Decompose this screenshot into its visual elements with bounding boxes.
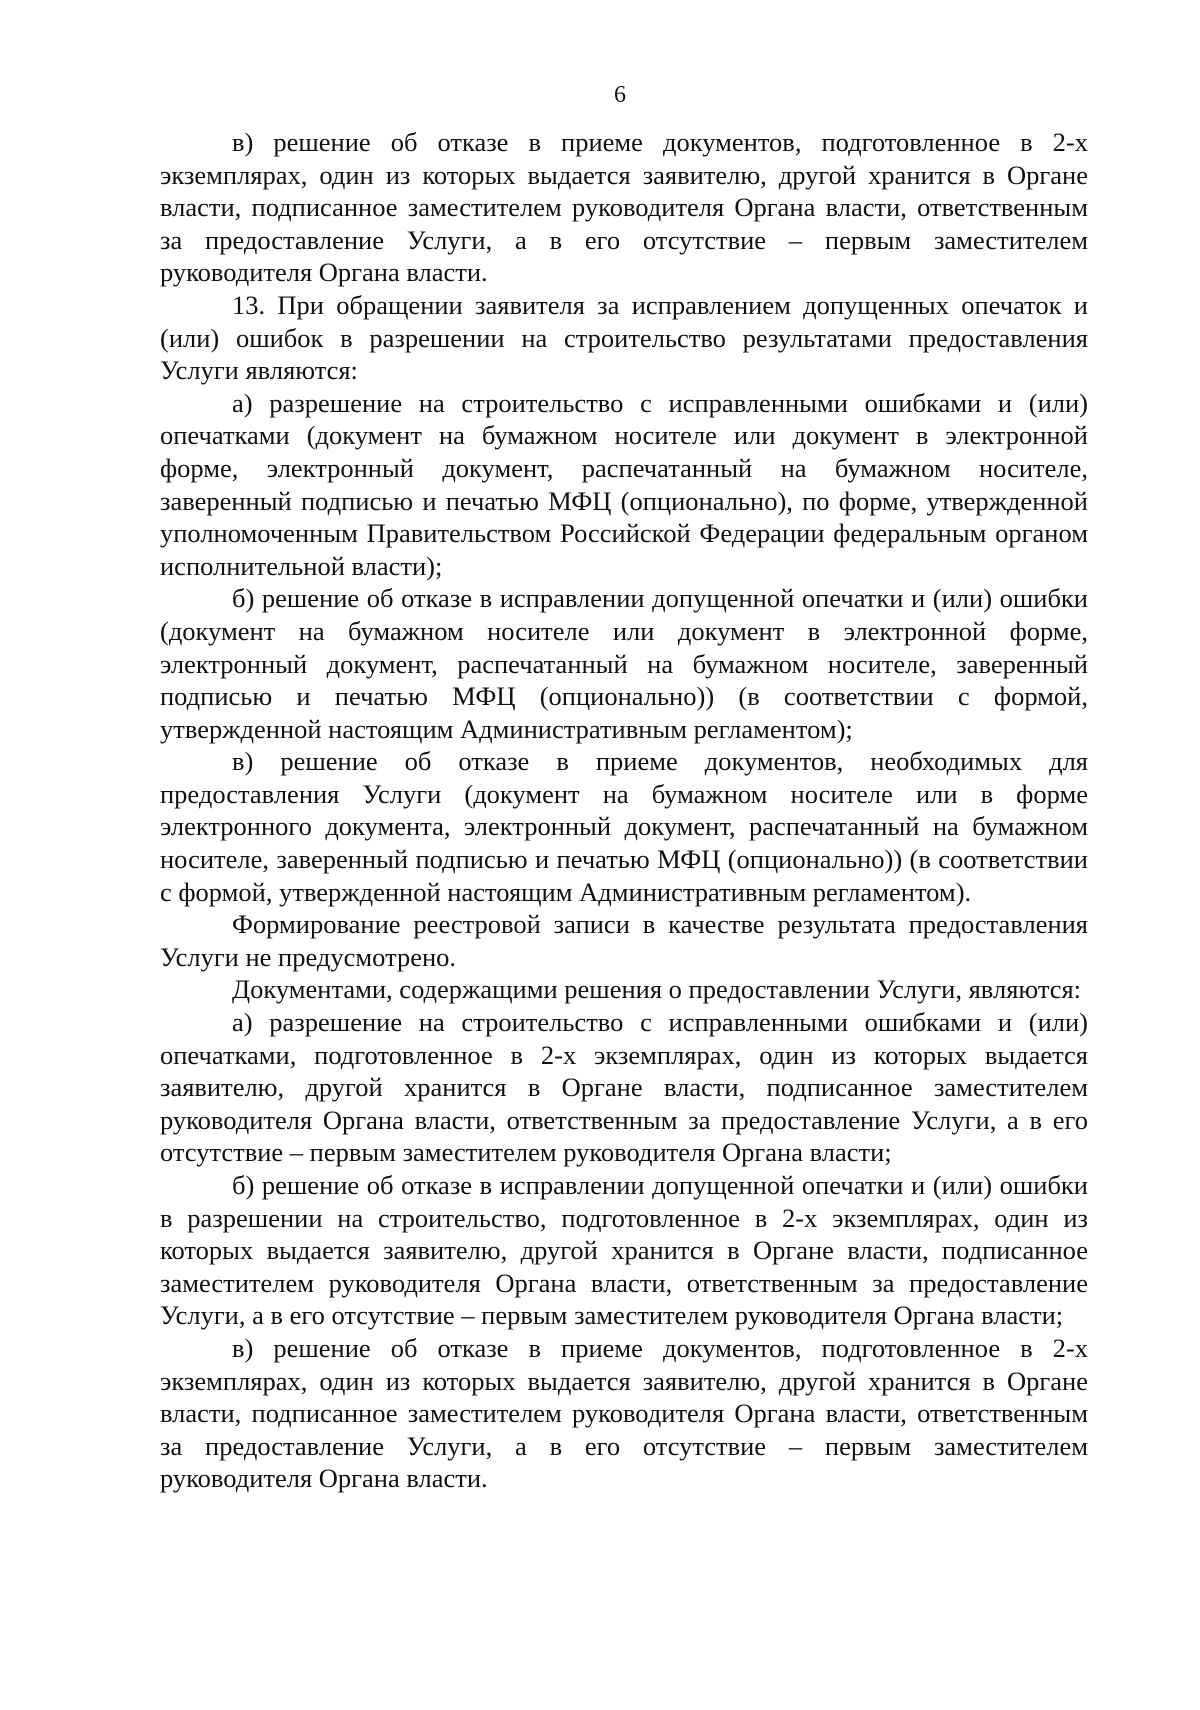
paragraph: б) решение об отказе в исправлении допущенной опечатки и (или) ошибки в разрешении на строительство, подготовленное в 2-х экземплярах, один из которых выдается заявителю, другой хранится в Органе власти, подписанное заместителем руководителя Органа власти, ответственным за предоставление Услуги, а в его отсутствие – первым заместителем руководителя Органа власти; [160,1170,1088,1331]
paragraph: Формирование реестровой записи в качестве результата предоставления Услуги не предусмотрено. [160,909,1088,972]
paragraph: в) решение об отказе в приеме документов, подготовленное в 2-х экземплярах, один из которых выдается заявителю, другой хранится в Органе власти, подписанное заместителем руководителя Органа власти, ответственным за предоставление Услуги, а в его отсутствие – первым заместителем руководителя Органа власти. [160,1332,1088,1494]
paragraph: а) разрешение на строительство с исправленными ошибками и (или) опечатками (документ на бумажном носителе или документ в электронной форме, электронный документ, распечатанный на бумажном носителе, заверенный подписью и печатью МФЦ (опционально), по форме, утвержденной уполномоченным Правительством Российской Федерации федеральным органом исполнительной власти); [160,387,1088,581]
paragraph: в) решение об отказе в приеме документов, необходимых для предоставления Услуги (документ на бумажном носителе или в форме электронного документа, электронный документ, распечатанный на бумажном носителе, заверенный подписью и печатью МФЦ (опционально)) (в соответствии с формой, утвержденной настоящим Административным регламентом). [160,746,1088,907]
paragraph: Документами, содержащими решения о предоставлении Услуги, являются: [232,974,1082,1005]
paragraph: а) разрешение на строительство с исправленными ошибками и (или) опечатками, подготовленное в 2-х экземплярах, один из которых выдается заявителю, другой хранится в Органе власти, подписанное заместителем руководителя Органа власти, ответственным за предоставление Услуги, а в его отсутствие – первым заместителем руководителя Органа власти; [160,1007,1088,1168]
page-number: 6 [614,82,626,108]
paragraph: б) решение об отказе в исправлении допущенной опечатки и (или) ошибки (документ на бумажном носителе или документ в электронной форме, электронный документ, распечатанный на бумажном носителе, заверенный подписью и печатью МФЦ (опционально)) (в соответствии с формой, утвержденной настоящим Административным регламентом); [160,583,1088,744]
paragraph: 13. При обращении заявителя за исправлением допущенных опечаток и (или) ошибок в разрешении на строительство результатами предоставления Услуги являются: [160,289,1088,386]
document-body [160,126,1088,1495]
paragraph: в) решение об отказе в приеме документов, подготовленное в 2-х экземплярах, один из которых выдается заявителю, другой хранится в Органе власти, подписанное заместителем руководителя Органа власти, ответственным за предоставление Услуги, а в его отсутствие – первым заместителем руководителя Органа власти. [160,127,1088,288]
